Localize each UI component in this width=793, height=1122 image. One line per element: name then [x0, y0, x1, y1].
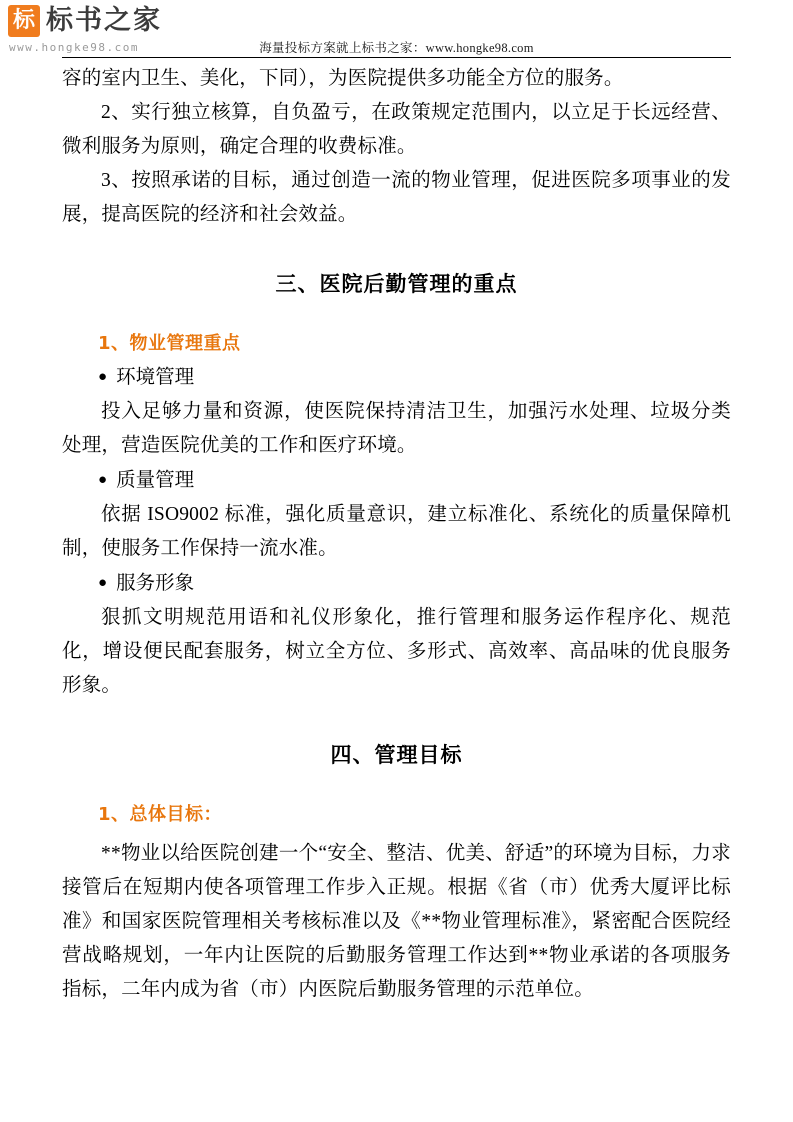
logo-badge-icon — [8, 5, 40, 37]
heading-section-four: 四、管理目标 — [330, 743, 463, 767]
header-divider — [62, 57, 731, 58]
paragraph-service-image: 狠抓文明规范用语和礼仪形象化，推行管理和服务运作程序化、规范化，增设便民配套服务，树立全方位、多形式、高效率、高品味的优良服务形象。 — [62, 607, 731, 696]
header-note: 海量投标方案就上标书之家：www.hongke98.com — [259, 41, 534, 55]
heading-subsection-property-focus: 1、物业管理重点 — [98, 333, 241, 354]
heading-section-three: 三、医院后勤管理的重点 — [275, 272, 518, 296]
bullet-dot-icon: ● — [98, 472, 108, 488]
logo-wordmark: 标书之家 — [46, 5, 162, 36]
bullet-item-environment — [62, 360, 731, 395]
paragraph-item-3: 3、按照承诺的目标，通过创造一流的物业管理，促进医院多项事业的发展，提高医院的经济和社会效益。 — [62, 170, 731, 225]
bullet-dot-icon: ● — [98, 369, 108, 385]
paragraph-quality: 依据 ISO9002 标准，强化质量意识，建立标准化、系统化的质量保障机制，使服务工作保持一流水准。 — [62, 504, 731, 559]
logo-badge-char: 标 — [12, 8, 35, 33]
paragraph-item-2: 2、实行独立核算，自负盈亏，在政策规定范围内，以立足于长远经营、微利服务为原则，确定合理的收费标准。 — [62, 102, 731, 157]
heading-subsection-overall-goal: 1、总体目标： — [98, 804, 223, 825]
bullet-label-service-image: 服务形象 — [116, 573, 195, 594]
paragraph-continuation: 容的室内卫生、美化，下同），为医院提供多功能全方位的服务。 — [62, 68, 624, 89]
bullet-dot-icon: ● — [98, 575, 108, 591]
document-body — [62, 62, 731, 1007]
paragraph-overall-goal: **物业以给医院创建一个“安全、整洁、优美、舒适”的环境为目标，力求接管后在短期内使各项管理工作步入正规。根据《省（市）优秀大厦评比标准》和国家医院管理相关考核标准以及《**物业管理标准》，紧密配合医院经营战略规划，一年内让医院的后勤服务管理工作达到**物业承诺的各项服务指标，二年内成为省（市）内医院后勤服务管理的示范单位。 — [62, 843, 731, 1000]
spacer — [62, 773, 731, 799]
bullet-label-environment: 环境管理 — [116, 367, 195, 388]
bullet-label-quality: 质量管理 — [116, 470, 195, 491]
bullet-item-quality — [62, 463, 731, 498]
logo-url: www.hongke98.com — [9, 41, 139, 54]
spacer — [62, 302, 731, 328]
paragraph-environment: 投入足够力量和资源，使医院保持清洁卫生，加强污水处理、垃圾分类处理，营造医院优美的工作和医疗环境。 — [62, 401, 731, 456]
bullet-item-service-image — [62, 566, 731, 601]
spacer — [62, 232, 731, 266]
logo-mark — [8, 3, 162, 41]
spacer — [62, 703, 731, 737]
